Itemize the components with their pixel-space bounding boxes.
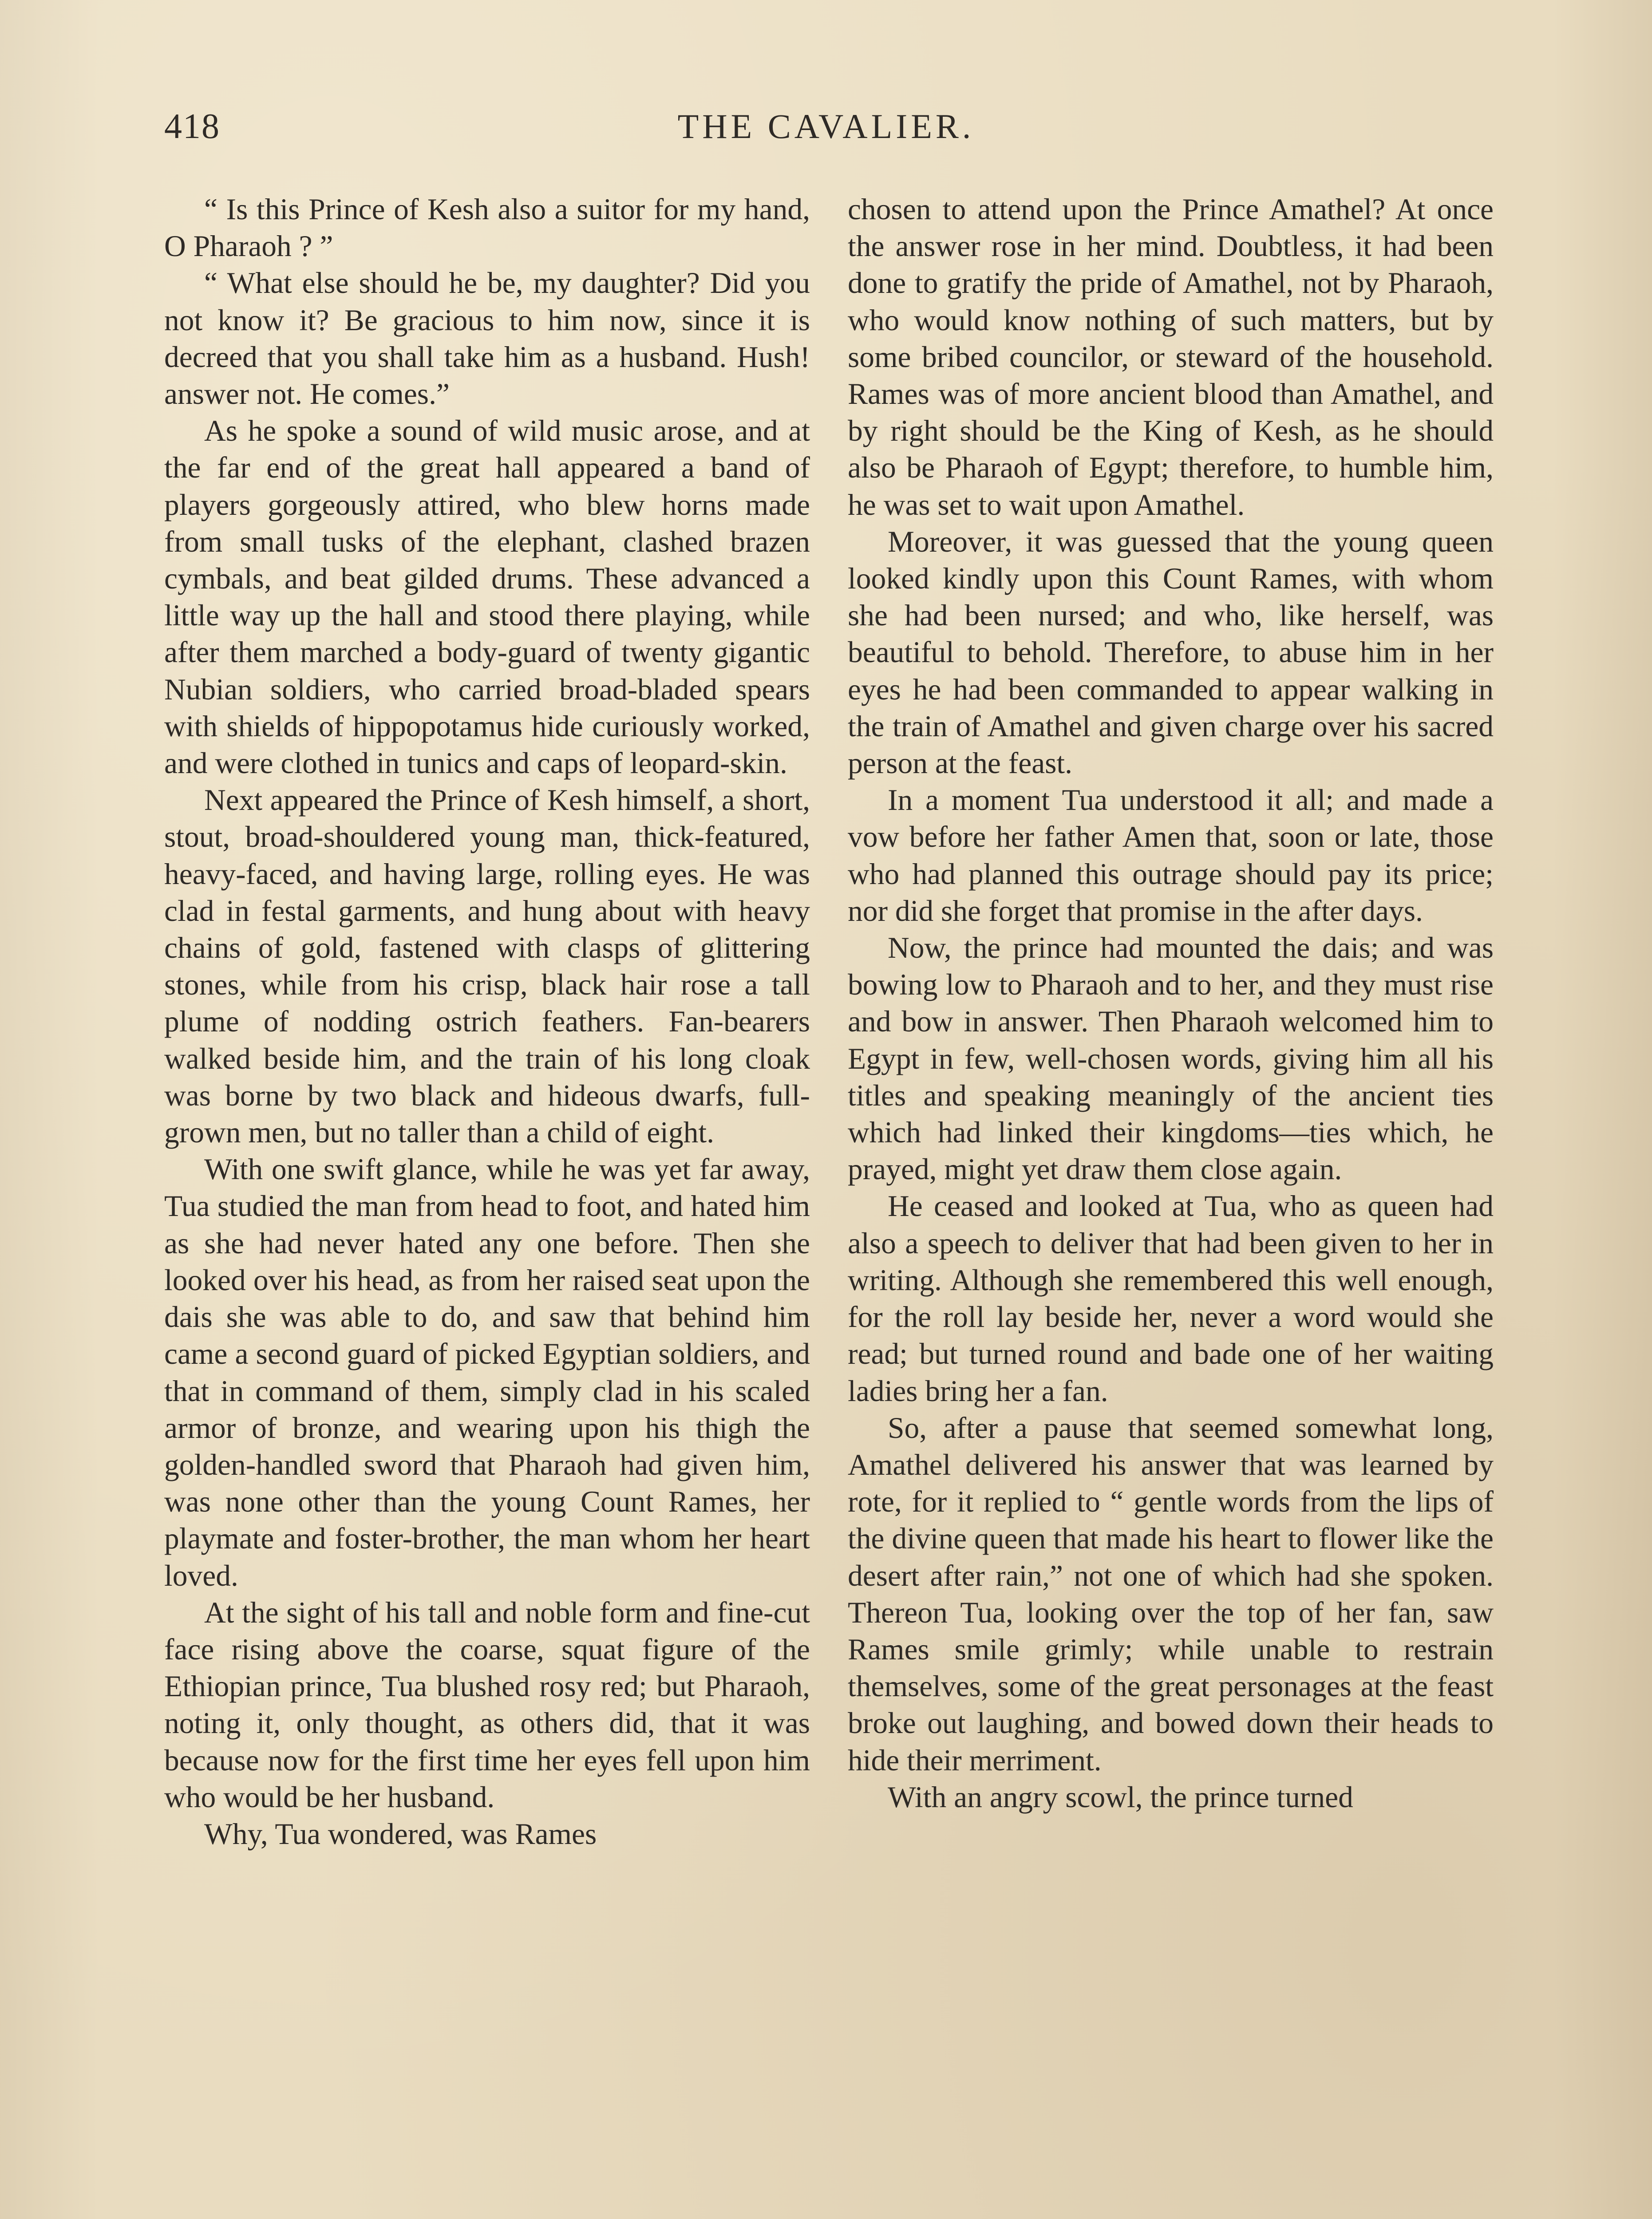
paragraph: He ceased and looked at Tua, who as queen had also a speech to deliver that had been given to her in writing. Although she remembered this well enough, for the roll lay beside her, never a word would she read; but turned round and bade one of her waiting ladies bring her a fan. xyxy=(848,1189,1494,1408)
page-number: 418 xyxy=(164,107,220,146)
paragraph: As he spoke a sound of wild music arose, and at the far end of the great hall appeared a band of players gorgeously attired, who blew horns made from small tusks of the elephant, clashed brazen cymbals, and beat gilded drums. These advanced a little way up the hall and stood there playing, while after them marched a body-guard of twenty gigantic Nubian soldiers, who carried broad-bladed spears with shields of hippopotamus hide curiously worked, and were clothed in tunics and caps of leopard-skin. xyxy=(164,414,810,780)
paragraph: With one swift glance, while he was yet far away, Tua studied the man from head to foot, and hated him as she had never hated any one before. Then she looked over his head, as from her raised seat upon the dais she was able to do, and saw that behind him came a second guard of picked Egyptian soldiers, and that in command of them, simply clad in his scaled armor of bronze, and wearing upon his thigh the golden-handled sword that Pharaoh had given him, was none other than the young Count Rames, her playmate and foster-brother, the man whom her heart loved. xyxy=(164,1153,810,1592)
paragraph: So, after a pause that seemed somewhat long, Amathel delivered his answer that was learned by rote, for it replied to “ gentle words from the lips of the divine queen that made his heart to flower like the desert after rain,” not one of which had she spoken. Thereon Tua, looking over the top of her fan, saw Rames smile grimly; while unable to restrain themselves, some of the great personages at the feast broke out laughing, and bowed down their heads to hide their merriment. xyxy=(848,1411,1494,1777)
paragraph-continuation: chosen to attend upon the Prince Amathel? At once the answer rose in her mind. Doubtless, it had been done to gratify the pride of Amathel, not by Pharaoh, who would know nothing of such matters, but by some bribed councilor, or steward of the household. Rames was of more ancient blood than Amathel, and by right should be the King of Kesh, as he should also be Pharaoh of Egypt; therefore, to humble him, he was set to wait upon Amathel. xyxy=(848,193,1494,521)
paragraph: Why, Tua wondered, was Rames xyxy=(204,1817,597,1851)
paragraph: Now, the prince had mounted the dais; and was bowing low to Pharaoh and to her, and they must rise and bow in answer. Then Pharaoh welcomed him to Egypt in few, well-chosen words, giving him all his titles and speaking meaningly of the ancient ties which had linked their kingdoms—ties which, he prayed, might yet draw them close again. xyxy=(848,931,1494,1186)
paragraph: With an angry scowl, the prince turned xyxy=(888,1780,1353,1814)
right-column xyxy=(848,191,1494,1816)
left-column xyxy=(164,191,810,1852)
paragraph: Next appeared the Prince of Kesh himself, a short, stout, broad-shouldered young man, thick-featured, heavy-faced, and having large, rolling eyes. He was clad in festal garments, and hung about with heavy chains of gold, fastened with clasps of glittering stones, while from his crisp, black hair rose a tall plume of nodding ostrich feathers. Fan-bearers walked beside him, and the train of his long cloak was borne by two black and hideous dwarfs, full-grown men, but no taller than a child of eight. xyxy=(164,783,810,1149)
paragraph: “ What else should he be, my daughter? Did you not know it? Be gracious to him now, since it is decreed that you shall take him as a husband. Hush! answer not. He comes.” xyxy=(164,266,810,411)
paragraph: Moreover, it was guessed that the young queen looked kindly upon this Count Rames, with whom she had been nursed; and who, like herself, was beautiful to behold. Therefore, to abuse him in her eyes he had been commanded to appear walking in the train of Amathel and given charge over his sacred person at the feast. xyxy=(848,525,1494,780)
paragraph: In a moment Tua understood it all; and made a vow before her father Amen that, soon or late, those who had planned this outrage should pay its price; nor did she forget that promise in the after days. xyxy=(848,783,1494,928)
paragraph: “ Is this Prince of Kesh also a suitor for my hand, O Pharaoh ? ” xyxy=(164,193,810,263)
page-header xyxy=(164,107,1488,155)
running-title: THE CAVALIER. xyxy=(677,107,975,146)
paragraph: At the sight of his tall and noble form and fine-cut face rising above the coarse, squat figure of the Ethiopian prince, Tua blushed rosy red; but Pharaoh, noting it, only thought, as others did, that it was because now for the first time her eyes fell upon him who would be her husband. xyxy=(164,1595,810,1814)
